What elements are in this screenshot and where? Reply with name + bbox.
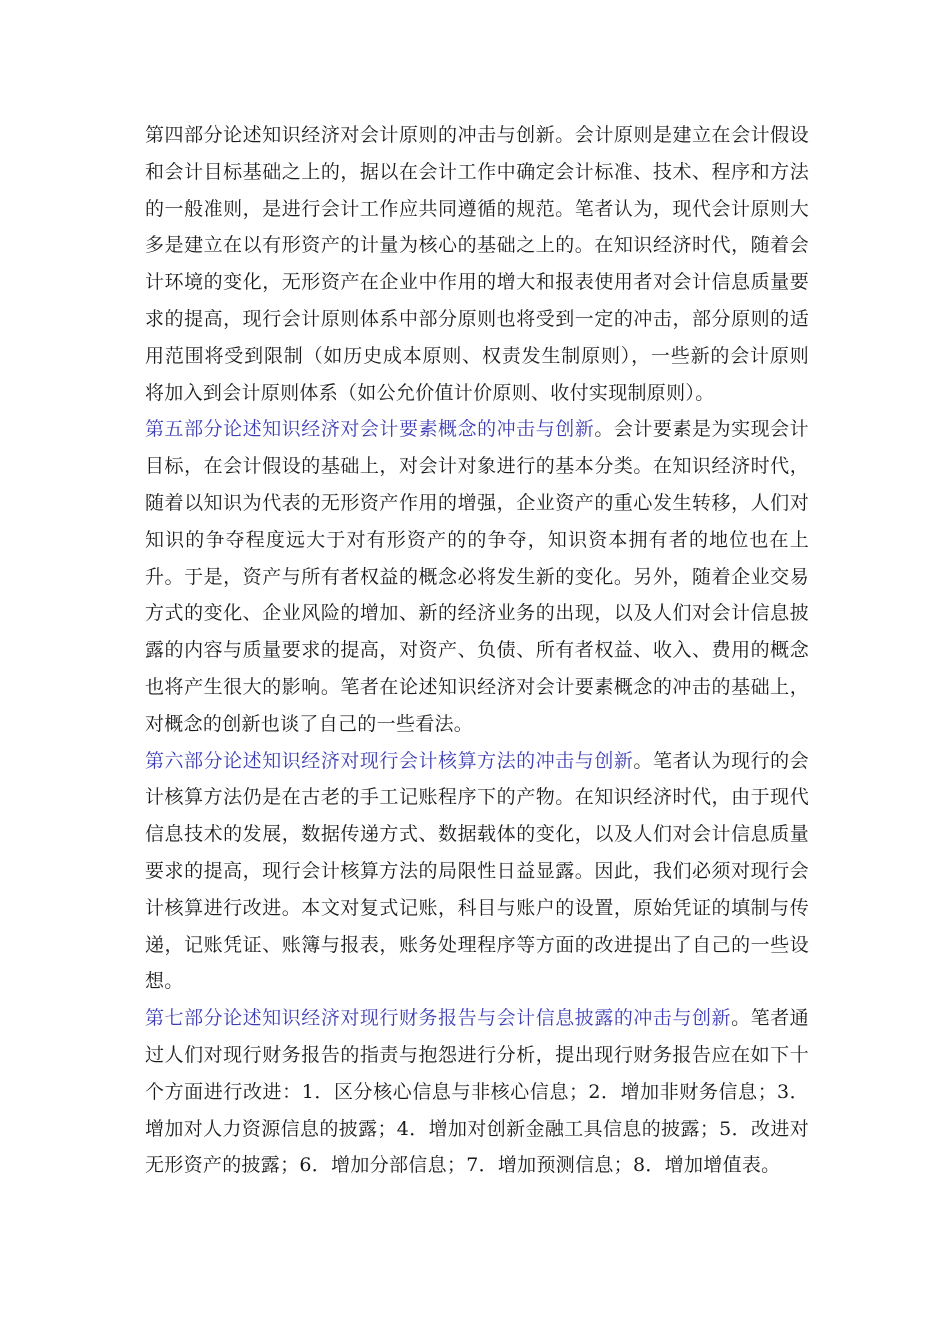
paragraph-part-four: [145, 117, 809, 411]
section-heading-link[interactable]: 第五部分论述知识经济对会计要素概念的冲击与创新: [145, 418, 595, 441]
document-body: [145, 117, 809, 1184]
paragraph-body: 。笔者通过人们对现行财务报告的指责与抱怨进行分析，提出现行财务报告应在如下十个方面进行改进：1．区分核心信息与非核心信息；2．增加非财务信息；3．增加对人力资源信息的披露；4．增加对创新金融工具信息的披露；5．改进对无形资产的披露；6．增加分部信息；7．增加预测信息；8．增加增值表。: [145, 1007, 809, 1177]
paragraph-body: 会计原则是建立在会计假设和会计目标基础之上的，据以在会计工作中确定会计标准、技术、程序和方法的一般准则，是进行会计工作应共同遵循的规范。笔者认为，现代会计原则大多是建立在以有形资产的计量为核心的基础之上的。在知识经济时代，随着会计环境的变化，无形资产在企业中作用的增大和报表使用者对会计信息质量要求的提高，现行会计原则体系中部分原则也将受到一定的冲击，部分原则的适用范围将受到限制（如历史成本原则、权责发生制原则），一些新的会计原则将加入到会计原则体系（如公允价值计价原则、收付实现制原则）。: [145, 124, 809, 404]
paragraph-body: 。笔者认为现行的会计核算方法仍是在古老的手工记账程序下的产物。在知识经济时代，由于现代信息技术的发展，数据传递方式、数据载体的变化，以及人们对会计信息质量要求的提高，现行会计核算方法的局限性日益显露。因此，我们必须对现行会计核算进行改进。本文对复式记账，科目与账户的设置，原始凭证的填制与传递，记账凭证、账簿与报表，账务处理程序等方面的改进提出了自己的一些设想。: [145, 749, 809, 993]
paragraph-part-five: [145, 411, 809, 742]
paragraph-lead: 第四部分论述知识经济对会计原则的冲击与创新。: [145, 124, 575, 146]
paragraph-part-seven: [145, 1000, 809, 1184]
section-heading-link[interactable]: 第七部分论述知识经济对现行财务报告与会计信息披露的冲击与创新: [145, 1007, 732, 1030]
paragraph-body: 。会计要素是为实现会计目标，在会计假设的基础上，对会计对象进行的基本分类。在知识经济时代，随着以知识为代表的无形资产作用的增强，企业资产的重心发生转移，人们对知识的争夺程度远大于对有形资产的的争夺，知识资本拥有者的地位也在上升。于是，资产与所有者权益的概念必将发生新的变化。另外，随着企业交易方式的变化、企业风险的增加、新的经济业务的出现，以及人们对会计信息披露的内容与质量要求的提高，对资产、负债、所有者权益、收入、费用的概念也将产生很大的影响。笔者在论述知识经济对会计要素概念的冲击的基础上，对概念的创新也谈了自己的一些看法。: [145, 418, 809, 735]
paragraph-part-six: [145, 743, 809, 1001]
section-heading-link[interactable]: 第六部分论述知识经济对现行会计核算方法的冲击与创新: [145, 749, 634, 772]
